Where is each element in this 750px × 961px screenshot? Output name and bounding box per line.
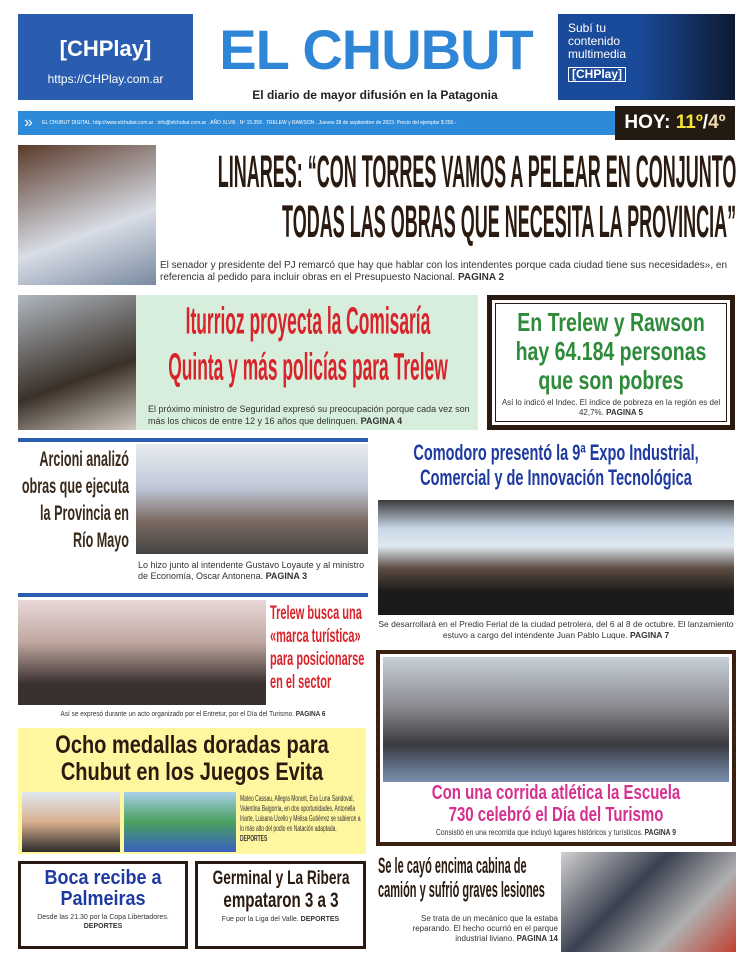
promo-line: multimedia	[568, 47, 627, 61]
summary-text: Así lo indicó el Indec. El índice de pobreza en la región es del 42,7%.	[501, 398, 721, 417]
arcioni-photo	[136, 444, 368, 554]
page-ref[interactable]: PAGINA 2	[457, 272, 505, 283]
divider	[18, 593, 368, 597]
headline	[18, 732, 366, 786]
summary	[396, 914, 558, 944]
weather-badge	[615, 106, 735, 140]
summary	[383, 827, 729, 838]
camion-photo	[561, 852, 736, 952]
promo-brand: [CHPlay]	[568, 67, 626, 82]
summary-text: Fue por la Liga del Valle.	[221, 916, 299, 923]
summary-text: Así se expresó durante un acto organizado por el Entretur, por el Día del Turismo.	[60, 711, 294, 718]
story-marca-turistica[interactable]	[18, 600, 368, 725]
weather-label: HOY:	[624, 112, 671, 133]
headline-line: Quinta y más policías para Trelew	[168, 347, 448, 389]
comodoro-photo	[378, 500, 734, 615]
headline-line: Germinal y La Ribera	[212, 868, 349, 889]
headline-line: Palmeiras	[60, 888, 146, 910]
headline-line: 730 celebró el Día del Turismo	[448, 804, 664, 826]
chplay-banner[interactable]	[18, 14, 193, 100]
summary	[240, 794, 364, 844]
page-ref[interactable]: PAGINA 4	[360, 416, 403, 426]
headline-line: hay 64.184 personas	[515, 336, 707, 366]
promo-line: contenido	[568, 34, 621, 48]
summary-text: El senador y presidente del PJ remarcó que hay que hablar con los intendentes porque cada ciudad tiene sus necesidades», en referencia al pedido para incluir obras en el Presupuesto Nacional.	[160, 260, 728, 283]
promo-line: Subí tu	[568, 21, 607, 35]
headline-line: Comercial y de Innovación Tecnológica	[420, 465, 692, 490]
info-text: EL CHUBUT DIGITAL: http://www.elchubut.com.ar . info@elchubut.com.ar . AÑO XLVIII . Nº 15.359 . TRELEW y RAWSON . Jueves 28 de septiembre de 2023. Precio del ejemplar $ 250.-	[42, 120, 457, 126]
headline	[376, 440, 736, 490]
lead-summary	[160, 260, 735, 284]
headline: Arcioni analizó obras que ejecuta la Provincia en Río Mayo	[21, 448, 130, 552]
temp-min: 4º	[708, 112, 726, 133]
summary	[148, 403, 473, 427]
headline-line: Comodoro presentó la 9ª Expo Industrial,	[413, 440, 699, 465]
summary-text: Desde las 21.30 por la Copa Libertadores.	[37, 914, 169, 921]
info-bar	[18, 111, 615, 135]
story-boca[interactable]	[18, 861, 188, 949]
page-ref[interactable]: PAGINA 9	[644, 827, 677, 837]
page-ref[interactable]: DEPORTES	[300, 916, 340, 923]
story-camion[interactable]	[376, 852, 736, 956]
headline-line: empataron 3 a 3	[222, 889, 339, 912]
corrida-photo	[383, 657, 729, 782]
promo-banner[interactable]	[558, 14, 735, 100]
page-ref[interactable]: DEPORTES	[83, 923, 123, 930]
page-ref[interactable]: PAGINA 14	[516, 934, 558, 943]
summary-text: El próximo ministro de Seguridad expresó su preocupación porque cada vez son más los chicos de entre 12 y 16 años que delinquen.	[148, 404, 470, 426]
logo: EL CHUBUT	[219, 18, 533, 81]
story-germinal[interactable]	[195, 861, 366, 949]
temp-separator: /	[702, 112, 709, 133]
lead-headline[interactable]	[160, 147, 736, 247]
headline-line: Ocho medallas doradas para	[55, 731, 329, 759]
summary-text: Mateo Cassau, Allegra Morant, Eva Luna Sandoval, Valentina Baigorria, en dos oportunidades, Antonella Iriarte, Luisana Ucello y Melisa Gutiérrez se subieron a lo más alto del podio en Natación adaptada.	[240, 794, 361, 833]
chplay-url: https://CHPlay.com.ar	[47, 72, 164, 86]
headline	[138, 299, 478, 391]
marca-photo	[18, 600, 266, 705]
divider	[18, 438, 368, 442]
headline-line: Chubut en los Juegos Evita	[60, 758, 324, 786]
iturrioz-photo	[18, 295, 136, 430]
headline: Trelew busca una «marca turística» para posicionarse en el sector	[270, 603, 365, 693]
page-ref[interactable]: PAGINA 6	[295, 711, 326, 718]
story-iturrioz[interactable]	[18, 295, 478, 430]
headline-line: Iturrioz proyecta la Comisaría	[185, 301, 431, 343]
tagline: El diario de mayor difusión en la Patagonia	[252, 88, 498, 102]
headline-line: Boca recibe a	[44, 867, 162, 889]
page-ref[interactable]: PAGINA 7	[629, 630, 670, 640]
page-ref[interactable]: PAGINA 3	[265, 571, 308, 581]
page-ref[interactable]: DEPORTES	[240, 834, 268, 843]
lead-photo	[18, 145, 156, 285]
chevron-icon: »	[24, 114, 33, 131]
headline-line: TODAS LAS OBRAS QUE NECESITA LA PROVINCIA”	[281, 195, 736, 247]
summary	[18, 710, 368, 720]
story-comodoro[interactable]	[376, 440, 736, 645]
summary-text: Lo hizo junto al intendente Gustavo Loyaute y al ministro de Economía, Oscar Antonena.	[138, 560, 365, 581]
temp-max: 11º	[675, 112, 703, 133]
story-pobreza[interactable]	[487, 295, 735, 430]
headline: Se le cayó encima cabina de camión y sufrió graves lesiones	[378, 853, 545, 902]
headline-line: Con una corrida atlética la Escuela	[431, 782, 681, 804]
summary-text: Se trata de un mecánico que la estaba reparando. El hecho ocurrió en el parque industrial liviano.	[412, 914, 558, 943]
summary-text: Consistió en una recorrida que incluyó lugares históricos y turísticos.	[435, 827, 643, 837]
summary	[376, 619, 736, 641]
chplay-label: [CHPlay]	[59, 36, 152, 61]
headline-line: LINARES: “CON TORRES VAMOS A PELEAR EN CONJUNTO	[217, 145, 736, 197]
medallas-photo-2	[124, 792, 236, 852]
headline-line: que son pobres	[538, 365, 684, 395]
headline-line: En Trelew y Rawson	[517, 307, 705, 337]
page-ref[interactable]: PAGINA 5	[606, 408, 644, 417]
medallas-photo-1	[22, 792, 120, 852]
summary	[138, 560, 368, 582]
headline	[383, 782, 729, 826]
story-arcioni[interactable]	[18, 444, 368, 590]
story-corrida[interactable]	[376, 650, 736, 846]
story-juegos-evita[interactable]	[18, 728, 366, 854]
summary-text: Se desarrollará en el Predio Ferial de la ciudad petrolera, del 6 al 8 de octubre. El lanzamiento estuvo a cargo del intendente Juan Pablo Luque.	[378, 619, 734, 640]
